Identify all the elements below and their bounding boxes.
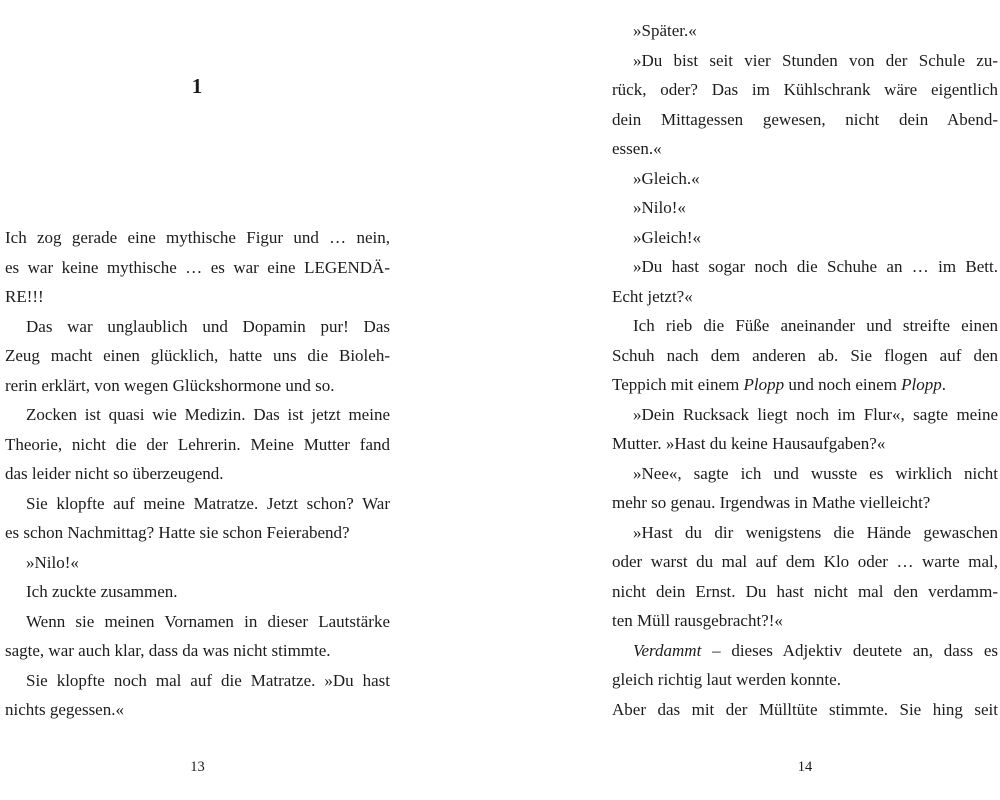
text-line: [5, 577, 390, 607]
text-line: [612, 459, 998, 489]
text-segment: Sie klopfte auf meine Matratze. Jetzt schon? War: [26, 493, 390, 513]
text-line: [5, 518, 390, 548]
text-line: [612, 695, 998, 725]
text-segment: rerin erklärt, von wegen Glückshormone und so.: [5, 375, 335, 395]
text-line: [612, 223, 998, 253]
text-line: [5, 282, 390, 312]
text-line: [5, 312, 390, 342]
text-line: [612, 547, 998, 577]
text-line: [5, 489, 390, 519]
text-line: [5, 430, 390, 460]
text-line: [5, 371, 390, 401]
text-line: [612, 400, 998, 430]
text-line: [612, 488, 998, 518]
text-segment: dein Mittagessen gewesen, nicht dein Abend-: [612, 109, 998, 129]
text-line: [5, 548, 390, 578]
italic-text: Plopp: [901, 375, 942, 394]
text-segment: »Nilo!«: [633, 198, 686, 217]
text-line: [612, 46, 998, 76]
text-line: [612, 518, 998, 548]
page-number-right: 14: [797, 759, 813, 775]
text-line: [612, 311, 998, 341]
text-segment: Wenn sie meinen Vornamen in dieser Lautstärke: [26, 611, 390, 631]
text-segment: »Du bist seit vier Stunden von der Schule zu-: [633, 50, 998, 70]
text-line: [612, 134, 998, 164]
text-segment: »Hast du dir wenigstens die Hände gewaschen: [633, 522, 998, 542]
text-segment: Sie klopfte noch mal auf die Matratze. »Du hast: [26, 670, 390, 690]
text-line: [612, 282, 998, 312]
text-line: [612, 341, 998, 371]
text-line: [5, 607, 390, 637]
text-segment: Zocken ist quasi wie Medizin. Das ist jetzt meine: [26, 405, 390, 424]
text-line: [5, 341, 390, 371]
text-line: [612, 429, 998, 459]
text-segment: Echt jetzt?«: [612, 286, 693, 306]
text-segment: rück, oder? Das im Kühlschrank wäre eigentlich: [612, 80, 998, 99]
text-line: [612, 606, 998, 636]
text-line: [612, 577, 998, 607]
page-right-text: [612, 16, 998, 724]
text-segment: Ich rieb die Füße aneinander und streifte einen: [633, 316, 998, 335]
text-segment: Schuh nach dem anderen ab. Sie flogen auf den: [612, 345, 998, 365]
text-line: [612, 636, 998, 666]
text-line: [5, 636, 390, 666]
text-line: [612, 164, 998, 194]
text-line: [612, 370, 998, 400]
text-segment: Teppich mit einem: [612, 375, 744, 394]
text-segment: Aber das mit der Mülltüte stimmte. Sie hing seit: [612, 699, 998, 719]
text-line: [612, 75, 998, 105]
text-segment: es schon Nachmittag? Hatte sie schon Feierabend?: [5, 523, 350, 542]
text-segment: das leider nicht so überzeugend.: [5, 464, 224, 483]
text-segment: Zeug macht einen glücklich, hatte uns die Bioleh-: [5, 346, 390, 365]
text-segment: nicht dein Ernst. Du hast nicht mal den verdamm-: [612, 581, 998, 601]
text-segment: mehr so genau. Irgendwas in Mathe vielleicht?: [612, 493, 931, 512]
page-left: [5, 0, 390, 800]
text-line: [612, 252, 998, 282]
text-line: [612, 105, 998, 135]
text-line: [5, 223, 390, 253]
text-segment: Ich zuckte zusammen.: [26, 582, 178, 601]
text-segment: Ich zog gerade eine mythische Figur und … nein,: [5, 228, 390, 247]
italic-text: Plopp: [743, 375, 785, 394]
text-segment: Das war unglaublich und Dopamin pur! Das: [26, 316, 390, 336]
text-segment: essen.«: [612, 139, 662, 158]
text-line: [5, 459, 390, 489]
text-segment: »Nilo!«: [26, 552, 79, 572]
text-segment: gleich richtig laut werden konnte.: [612, 670, 841, 689]
page-number-left: 13: [190, 759, 205, 775]
text-segment: »Dein Rucksack liegt noch im Flur«, sagte meine: [633, 404, 998, 424]
text-line: [5, 666, 390, 696]
text-segment: »Nee«, sagte ich und wusste es wirklich nicht: [633, 463, 998, 483]
text-segment: Theorie, nicht die der Lehrerin. Meine Mutter fand: [5, 434, 390, 454]
text-line: [5, 400, 390, 430]
text-line: [5, 695, 390, 725]
text-segment: es war keine mythische … es war eine LEGENDÄ-: [5, 257, 390, 277]
text-segment: »Du hast sogar noch die Schuhe an … im Bett.: [633, 257, 998, 276]
text-line: [612, 665, 998, 695]
italic-text: Verdammt: [633, 640, 702, 660]
text-segment: .: [941, 375, 947, 394]
text-segment: ten Müll rausgebracht?!«: [612, 611, 783, 630]
chapter-heading: 1: [191, 74, 204, 98]
text-segment: – dieses Adjektiv deutete an, dass es: [701, 640, 998, 660]
text-line: [612, 16, 998, 46]
text-segment: Mutter. »Hast du keine Hausaufgaben?«: [612, 434, 886, 453]
text-segment: RE!!!: [5, 287, 44, 306]
text-line: [612, 193, 998, 223]
text-segment: sagte, war auch klar, dass da was nicht stimmte.: [5, 641, 331, 660]
text-segment: und noch einem: [784, 375, 902, 394]
text-line: [5, 253, 390, 283]
text-segment: nichts gegessen.«: [5, 700, 124, 719]
page-right: [612, 0, 998, 800]
text-segment: »Gleich!«: [633, 227, 701, 247]
text-segment: oder warst du mal auf dem Klo oder … warte mal,: [612, 552, 998, 571]
text-segment: »Später.«: [633, 21, 697, 40]
page-left-text: [5, 223, 390, 725]
text-segment: »Gleich.«: [633, 168, 700, 188]
